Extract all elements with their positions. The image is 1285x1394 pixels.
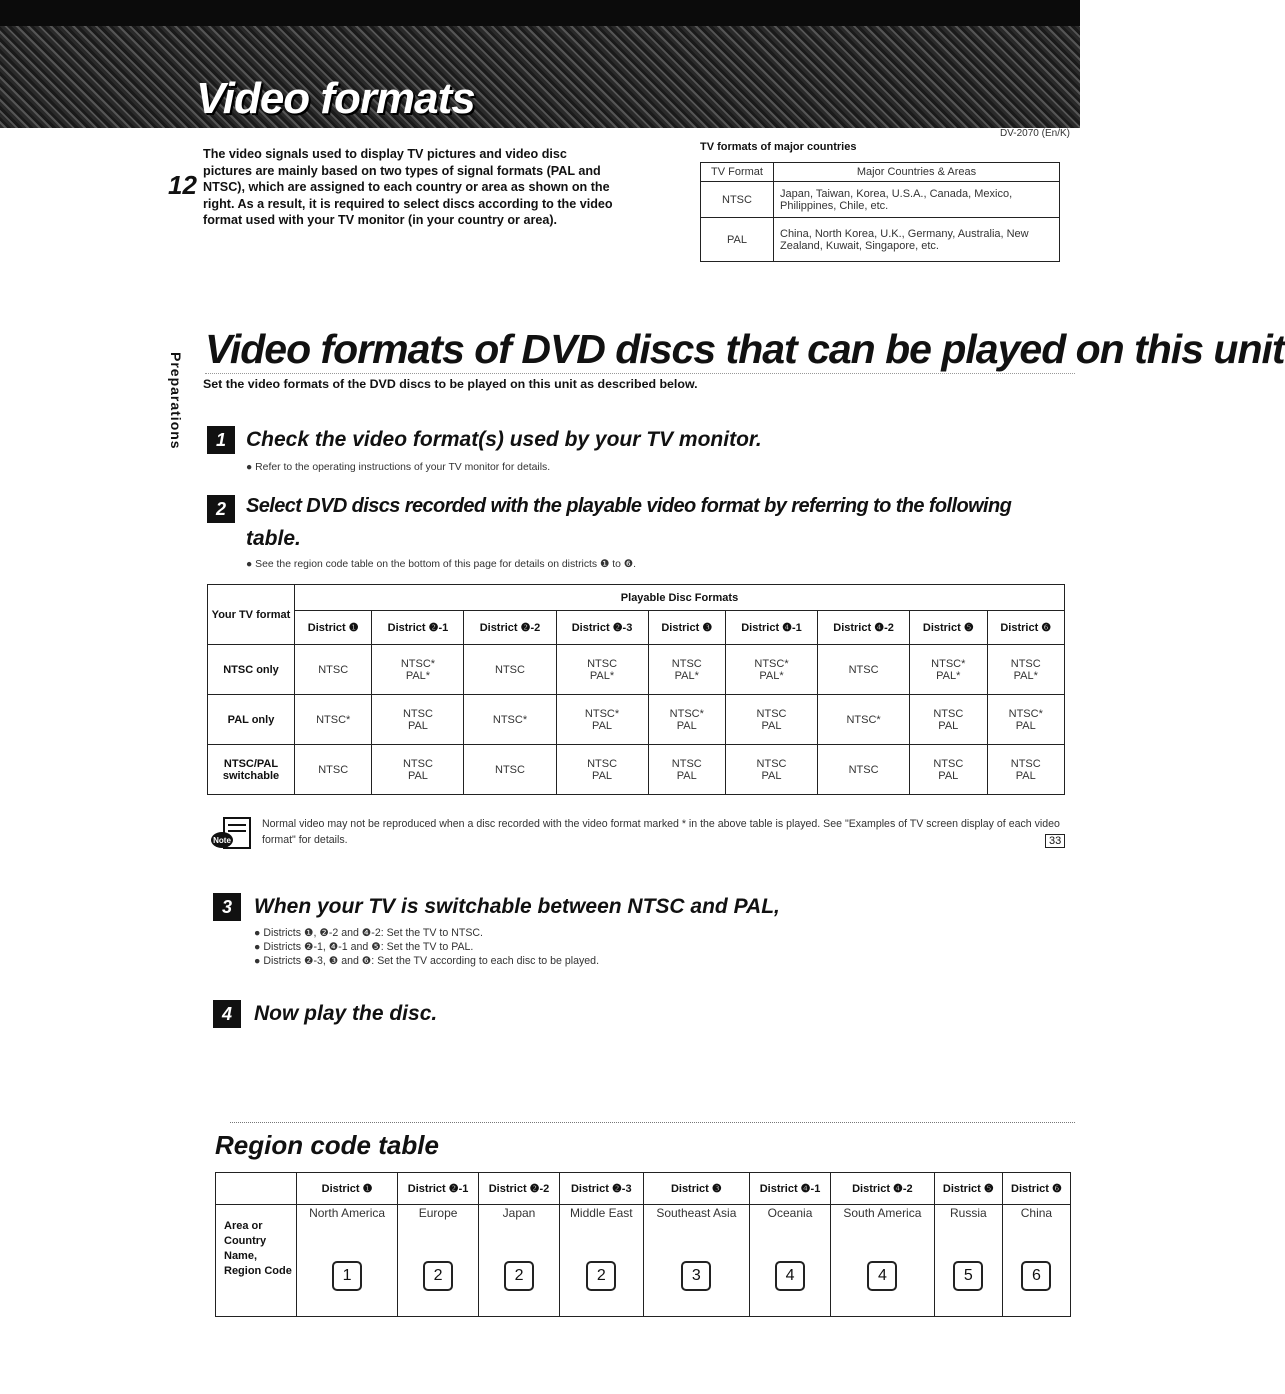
format-cell bbox=[987, 745, 1065, 795]
step-heading: Select DVD discs recorded with the playable video format by referring to the following bbox=[246, 495, 1012, 517]
format-value: NTSC* bbox=[669, 707, 704, 720]
district-header: District ❶ bbox=[297, 1173, 398, 1205]
format-value: PAL bbox=[938, 719, 959, 732]
note-text: Normal video may not be reproduced when a disc recorded with the video format marked * in the above table is played. See "Examples of TV screen display of each video format" for details. bbox=[262, 818, 1060, 846]
tv-formats-table bbox=[700, 162, 1060, 262]
region-code-icon: 2 bbox=[586, 1261, 616, 1291]
region-code-icon: 3 bbox=[681, 1261, 711, 1291]
format-cell bbox=[464, 695, 556, 745]
format-value: PAL* bbox=[674, 669, 699, 682]
format-cell bbox=[910, 745, 987, 795]
format-cell bbox=[818, 745, 910, 795]
district-header: District ❺ bbox=[910, 611, 987, 645]
format-value: PAL* bbox=[589, 669, 615, 682]
format-value: NTSC bbox=[318, 663, 349, 676]
format-cell bbox=[464, 645, 556, 695]
format-value: NTSC bbox=[1010, 757, 1041, 770]
format-value: NTSC bbox=[756, 707, 787, 720]
format-value: NTSC bbox=[587, 757, 618, 770]
heading-rule bbox=[205, 373, 1075, 374]
table-header-blank bbox=[216, 1173, 297, 1205]
format-value: PAL* bbox=[1013, 669, 1038, 682]
format-cell bbox=[556, 745, 648, 795]
format-value: NTSC bbox=[756, 757, 787, 770]
area-name: Japan bbox=[502, 1206, 536, 1220]
format-value: NTSC bbox=[318, 763, 349, 776]
table-cell: PAL bbox=[701, 218, 774, 262]
region-cell bbox=[1002, 1205, 1070, 1317]
format-value: PAL* bbox=[759, 669, 784, 682]
region-cell bbox=[398, 1205, 479, 1317]
format-value: NTSC* bbox=[1008, 707, 1043, 720]
format-value: PAL bbox=[676, 719, 697, 732]
region-cell bbox=[830, 1205, 934, 1317]
district-header: District ❹-2 bbox=[830, 1173, 934, 1205]
step3-bullets bbox=[254, 926, 599, 968]
format-cell bbox=[556, 695, 648, 745]
table-row bbox=[701, 182, 1060, 218]
region-cell bbox=[297, 1205, 398, 1317]
area-name: Middle East bbox=[569, 1206, 633, 1220]
table-row bbox=[701, 163, 1060, 182]
table-row bbox=[701, 218, 1060, 262]
region-cell bbox=[750, 1205, 831, 1317]
format-value: PAL bbox=[761, 769, 782, 782]
district-header: District ❶ bbox=[295, 611, 372, 645]
format-cell bbox=[725, 645, 817, 695]
row-label: PAL only bbox=[208, 695, 295, 745]
list-item: ● Districts ❶, ❷-2 and ❹-2: Set the TV to NTSC. bbox=[254, 927, 483, 939]
format-value: NTSC* bbox=[931, 657, 966, 670]
district-header: District ❸ bbox=[648, 611, 725, 645]
format-cell bbox=[818, 645, 910, 695]
format-value: PAL bbox=[407, 719, 428, 732]
format-cell bbox=[372, 645, 464, 695]
format-value: NTSC bbox=[848, 763, 879, 776]
step-number: 3 bbox=[213, 893, 241, 921]
step-note: ● Refer to the operating instructions of your TV monitor for details. bbox=[246, 462, 551, 473]
area-name: Southeast Asia bbox=[656, 1206, 737, 1220]
region-code-icon: 4 bbox=[867, 1261, 897, 1291]
format-value: NTSC* bbox=[492, 713, 528, 726]
format-value: PAL bbox=[1015, 719, 1036, 732]
region-code-icon: 5 bbox=[953, 1261, 983, 1291]
format-value: NTSC bbox=[671, 657, 702, 670]
step-heading-cont: table. bbox=[246, 527, 301, 550]
step-heading: Check the video format(s) used by your TV monitor. bbox=[246, 428, 762, 451]
format-cell bbox=[464, 745, 556, 795]
table-row bbox=[208, 695, 1065, 745]
region-code-icon: 2 bbox=[423, 1261, 453, 1291]
format-value: NTSC bbox=[402, 707, 433, 720]
table-row bbox=[208, 585, 1065, 611]
main-subheading: Set the video formats of the DVD discs to be played on this unit as described below. bbox=[203, 377, 698, 391]
model-code: DV-2070 (En/K) bbox=[999, 128, 1070, 139]
format-cell bbox=[648, 695, 725, 745]
intro-paragraph: The video signals used to display TV pictures and video disc pictures are mainly based on two types of signal formats (PAL and NTSC), which are assigned to each country or area as shown on the right. As a result, it is required to select discs according to the video format used with your TV monitor (in your country or area). bbox=[203, 147, 613, 227]
district-header: District ❹-1 bbox=[725, 611, 817, 645]
table-cell: China, North Korea, U.K., Germany, Australia, New Zealand, Kuwait, Singapore, etc. bbox=[774, 218, 1060, 262]
format-cell bbox=[556, 645, 648, 695]
area-name: North America bbox=[309, 1206, 386, 1220]
divider bbox=[230, 1122, 1075, 1123]
region-code-icon: 2 bbox=[504, 1261, 534, 1291]
table-header: TV Format bbox=[701, 163, 774, 182]
format-value: NTSC bbox=[933, 757, 964, 770]
format-cell bbox=[987, 695, 1065, 745]
district-header: District ❹-1 bbox=[750, 1173, 831, 1205]
note-page-ref: 33 bbox=[1045, 834, 1065, 848]
format-value: NTSC* bbox=[584, 707, 620, 720]
area-name: Europe bbox=[418, 1206, 458, 1220]
district-header: District ❻ bbox=[1002, 1173, 1070, 1205]
format-cell bbox=[818, 695, 910, 745]
format-value: PAL bbox=[676, 769, 697, 782]
table-row bbox=[208, 745, 1065, 795]
district-header: District ❺ bbox=[934, 1173, 1002, 1205]
format-value: PAL bbox=[761, 719, 782, 732]
district-header: District ❷-1 bbox=[398, 1173, 479, 1205]
district-header: District ❷-1 bbox=[372, 611, 464, 645]
table-header: Playable Disc Formats bbox=[295, 585, 1065, 611]
format-value: PAL bbox=[407, 769, 428, 782]
row-label: NTSC/PAL switchable bbox=[208, 745, 295, 795]
main-heading: Video formats of DVD discs that can be played on this unit bbox=[205, 326, 1285, 372]
region-code-icon: 4 bbox=[775, 1261, 805, 1291]
table-header: Major Countries & Areas bbox=[774, 163, 1060, 182]
header-top-bar bbox=[0, 0, 1080, 26]
format-cell bbox=[725, 745, 817, 795]
region-cell bbox=[934, 1205, 1002, 1317]
format-value: NTSC bbox=[587, 657, 618, 670]
playable-formats-table bbox=[207, 584, 1065, 795]
format-cell bbox=[648, 745, 725, 795]
format-value: NTSC bbox=[671, 757, 702, 770]
format-value: PAL bbox=[592, 769, 613, 782]
format-value: NTSC bbox=[402, 757, 433, 770]
format-value: NTSC bbox=[495, 663, 525, 676]
format-cell bbox=[295, 745, 372, 795]
format-value: PAL bbox=[592, 719, 613, 732]
section-side-label: Preparations bbox=[168, 352, 184, 450]
format-cell bbox=[987, 645, 1065, 695]
step-note: ● See the region code table on the bottom of this page for details on districts ❶ to ❻. bbox=[246, 559, 636, 570]
format-value: PAL bbox=[1015, 769, 1036, 782]
step-heading: When your TV is switchable between NTSC and PAL, bbox=[254, 895, 780, 918]
step-heading: Now play the disc. bbox=[254, 1002, 438, 1025]
region-code-icon: 1 bbox=[332, 1261, 362, 1291]
table-cell: NTSC bbox=[701, 182, 774, 218]
area-name: Russia bbox=[949, 1206, 987, 1220]
district-header: District ❷-3 bbox=[559, 1173, 643, 1205]
svg-text:Note: Note bbox=[213, 836, 231, 845]
table-row bbox=[208, 645, 1065, 695]
district-header: District ❷-2 bbox=[464, 611, 556, 645]
table-row bbox=[208, 611, 1065, 645]
step-number: 4 bbox=[213, 1000, 241, 1028]
district-header: District ❹-2 bbox=[818, 611, 910, 645]
format-value: NTSC* bbox=[316, 713, 351, 726]
format-cell bbox=[372, 745, 464, 795]
format-cell bbox=[372, 695, 464, 745]
format-value: NTSC* bbox=[754, 657, 789, 670]
district-header: District ❻ bbox=[987, 611, 1065, 645]
table-cell: Japan, Taiwan, Korea, U.S.A., Canada, Mexico, Philippines, Chile, etc. bbox=[774, 182, 1060, 218]
step-number: 2 bbox=[207, 495, 235, 523]
district-header: District ❷-2 bbox=[479, 1173, 560, 1205]
step-number: 1 bbox=[207, 426, 235, 454]
list-item: ● Districts ❷-1, ❹-1 and ❺: Set the TV to PAL. bbox=[254, 941, 474, 953]
format-cell bbox=[910, 695, 987, 745]
region-cell bbox=[643, 1205, 749, 1317]
region-cell bbox=[559, 1205, 643, 1317]
region-code-icon: 6 bbox=[1021, 1261, 1051, 1291]
format-cell bbox=[295, 645, 372, 695]
format-cell bbox=[725, 695, 817, 745]
format-value: NTSC* bbox=[846, 713, 881, 726]
format-value: PAL* bbox=[936, 669, 961, 682]
area-name: South America bbox=[843, 1206, 922, 1220]
note-icon bbox=[210, 816, 254, 852]
area-name: Oceania bbox=[767, 1206, 813, 1220]
table-row bbox=[216, 1173, 1071, 1205]
format-value: PAL bbox=[938, 769, 959, 782]
row-label: NTSC only bbox=[208, 645, 295, 695]
table-row bbox=[216, 1205, 1071, 1317]
region-title: Region code table bbox=[215, 1130, 439, 1160]
format-value: NTSC bbox=[495, 763, 525, 776]
format-value: PAL* bbox=[405, 669, 431, 682]
district-header: District ❷-3 bbox=[556, 611, 648, 645]
page-number: 12 bbox=[168, 170, 197, 200]
format-cell bbox=[910, 645, 987, 695]
format-value: NTSC bbox=[1010, 657, 1041, 670]
format-value: NTSC bbox=[848, 663, 879, 676]
region-code-table bbox=[215, 1172, 1071, 1317]
format-cell bbox=[295, 695, 372, 745]
tv-formats-caption: TV formats of major countries bbox=[700, 141, 857, 153]
list-item: ● Districts ❷-3, ❸ and ❻: Set the TV according to each disc to be played. bbox=[254, 955, 600, 967]
page-title: Video formats bbox=[196, 74, 475, 123]
format-cell bbox=[648, 645, 725, 695]
area-label: Area or Country Name, Region Code bbox=[216, 1205, 297, 1317]
region-cell bbox=[479, 1205, 560, 1317]
district-header: District ❸ bbox=[643, 1173, 749, 1205]
format-value: NTSC* bbox=[400, 657, 436, 670]
area-name: China bbox=[1020, 1206, 1053, 1220]
format-value: NTSC bbox=[933, 707, 964, 720]
table-header: Your TV format bbox=[208, 585, 295, 645]
